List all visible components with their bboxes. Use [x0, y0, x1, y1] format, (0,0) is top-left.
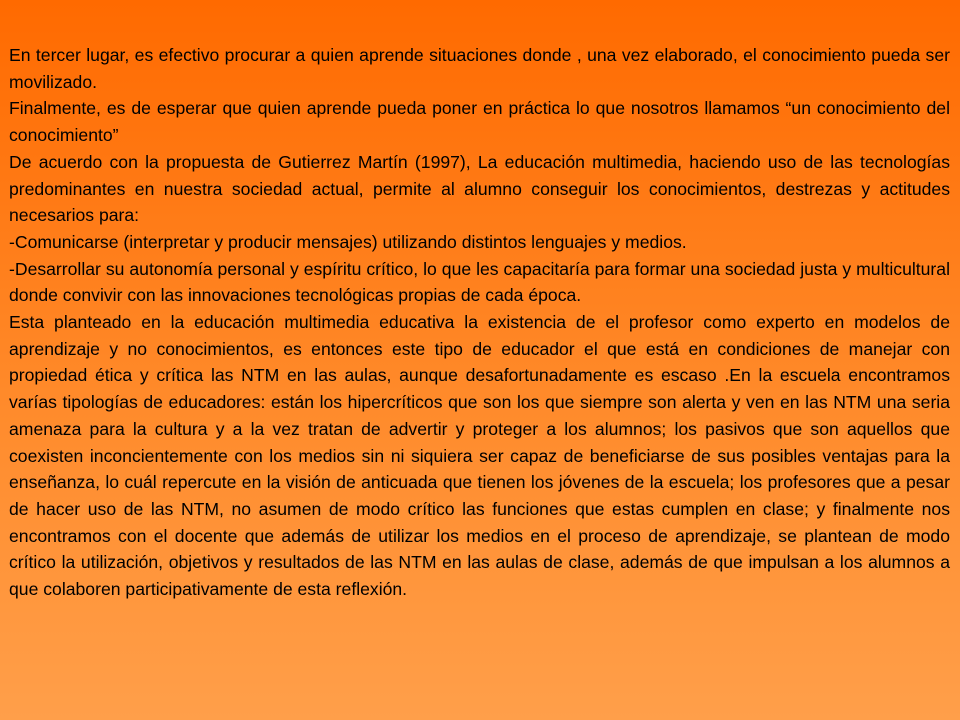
paragraph-comunicarse: -Comunicarse (interpretar y producir mensajes) utilizando distintos lenguajes y medios.	[9, 231, 687, 252]
paragraph-gutierrez-martin: De acuerdo con la propuesta de Gutierrez Martín (1997), La educación multimedia, haciendo uso de las tecnologías predominantes en nuestra sociedad actual, permite al alumno conseguir los conocimientos, destrezas y actitudes necesarios para:	[9, 151, 950, 226]
paragraph-tercer-lugar: En tercer lugar, es efectivo procurar a quien aprende situaciones donde , una vez elaborado, el conocimiento pueda ser movilizado.	[9, 45, 950, 92]
paragraph-finalmente: Finalmente, es de esperar que quien aprende pueda poner en práctica lo que nosotros llamamos “un conocimiento del conocimiento”	[9, 98, 950, 146]
slide-text-body	[9, 42, 950, 603]
paragraph-desarrollar: -Desarrollar su autonomía personal y espíritu crítico, lo que les capacitaría para formar una sociedad justa y multicultural donde convivir con las innovaciones tecnológicas propias de cada época.	[9, 258, 950, 306]
paragraph-profesor-experto: Esta planteado en la educación multimedia educativa la existencia de el profesor como experto en modelos de aprendizaje y no conocimientos, es entonces este tipo de educador el que está en condiciones de manejar con propiedad ética y crítica las NTM en las aulas, aunque desafortunadamente es escaso .En la escuela encontramos varías tipologías de educadores: están los hipercríticos que son los que siempre son alerta y ven en las NTM una seria amenaza para la cultura y a la vez tratan de advertir y proteger a los alumnos; los pasivos que son aquellos que coexisten inconcientemente con los medios sin ni siquiera ser capaz de beneficiarse de sus posibles ventajas para la enseñanza, lo cuál repercute en la visión de anticuada que tienen los jóvenes de la escuela; los profesores que a pesar de hacer uso de las NTM, no asumen de modo crítico las funciones que estas cumplen en clase; y finalmente nos encontramos con el docente que además de utilizar los medios en el proceso de aprendizaje, se plantean de modo crítico la utilización, objetivos y resultados de las NTM en las aulas de clase, además de que impulsan a los alumnos a que colaboren participativamente de esta reflexión.	[9, 312, 950, 600]
